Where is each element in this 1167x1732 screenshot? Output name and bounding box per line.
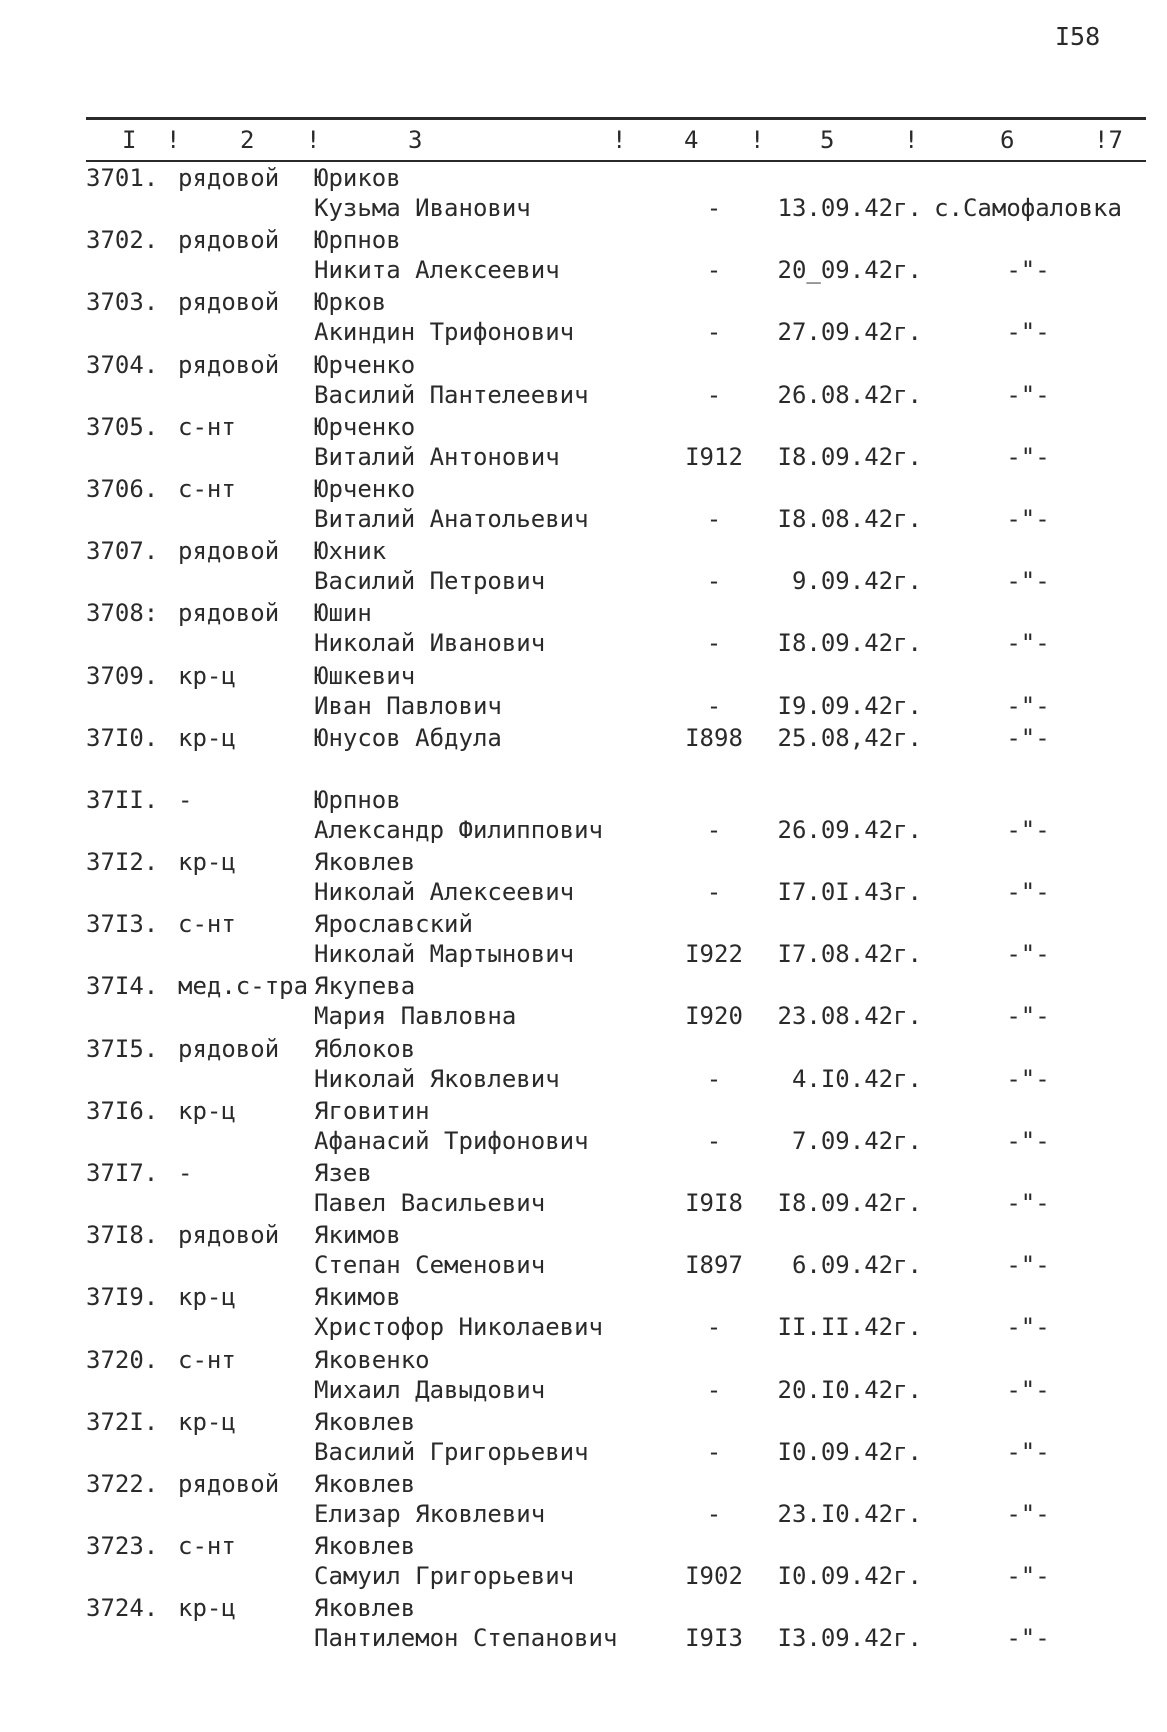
burial-place: -"- bbox=[1006, 567, 1050, 596]
surname: Яковенко bbox=[314, 1345, 430, 1374]
birth-year: - bbox=[706, 567, 722, 596]
date-of-death: I0.09.42г. bbox=[777, 1437, 922, 1466]
given-name-patronymic: Николай Иванович bbox=[314, 629, 546, 658]
given-name-patronymic: Елизар Яковлевич bbox=[314, 1499, 546, 1528]
date-of-death: I9.09.42г. bbox=[777, 691, 922, 720]
birth-year: - bbox=[706, 504, 722, 533]
rank: - bbox=[178, 1159, 193, 1187]
birth-year: - bbox=[706, 1313, 722, 1342]
rank: рядовой bbox=[178, 537, 280, 566]
date-of-death: 7.09.42г. bbox=[791, 1126, 922, 1155]
given-name-patronymic: Василий Григорьевич bbox=[314, 1437, 589, 1466]
given-name-patronymic: Афанасий Трифонович bbox=[314, 1126, 589, 1155]
given-name-patronymic: Христофор Николаевич bbox=[314, 1313, 603, 1342]
birth-year: - bbox=[706, 318, 722, 347]
burial-place: -"- bbox=[1006, 1437, 1050, 1466]
header-rule-top bbox=[86, 117, 1146, 120]
birth-year: - bbox=[706, 878, 722, 907]
date-of-death: I7.08.42г. bbox=[777, 940, 922, 969]
record-number: 3720. bbox=[86, 1345, 159, 1374]
surname: Юхник bbox=[314, 537, 387, 566]
birth-year: - bbox=[706, 194, 722, 222]
surname: Яковлев bbox=[314, 1532, 416, 1561]
birth-year: I897 bbox=[685, 1251, 743, 1280]
date-of-death: 20_09.42г. bbox=[777, 256, 922, 285]
burial-place: -"- bbox=[1006, 1251, 1050, 1280]
birth-year: I9I8 bbox=[685, 1189, 743, 1217]
given-name-patronymic: Кузьма Иванович bbox=[314, 194, 531, 222]
table-row bbox=[0, 1220, 1167, 1282]
burial-place: -"- bbox=[1006, 723, 1050, 752]
date-of-death: I0.09.42г. bbox=[777, 1562, 922, 1591]
table-row bbox=[0, 723, 1167, 785]
table-row bbox=[0, 1593, 1167, 1655]
rank: рядовой bbox=[178, 288, 280, 317]
date-of-death: 9.09.42г. bbox=[791, 567, 922, 596]
birth-year: - bbox=[706, 1437, 722, 1466]
given-name-patronymic: Пантилемон Степанович bbox=[314, 1624, 618, 1653]
date-of-death: I3.09.42г. bbox=[777, 1624, 922, 1653]
record-number: 3707. bbox=[86, 537, 159, 566]
rank: кр-ц bbox=[178, 1407, 236, 1436]
birth-year: - bbox=[706, 1126, 722, 1155]
birth-year: I9I3 bbox=[685, 1624, 743, 1653]
date-of-death: 23.08.42г. bbox=[777, 1002, 922, 1031]
surname: Юшкевич bbox=[314, 661, 416, 690]
table-row bbox=[0, 971, 1167, 1033]
header-col-4: 4 bbox=[684, 126, 699, 154]
surname: Яковлев bbox=[314, 1594, 416, 1623]
rank: рядовой bbox=[178, 226, 280, 255]
table-row bbox=[0, 1345, 1167, 1407]
burial-place: -"- bbox=[1006, 878, 1050, 907]
given-name-patronymic: Мария Павловна bbox=[314, 1002, 517, 1031]
date-of-death: 23.I0.42г. bbox=[777, 1499, 922, 1528]
surname: Яковлев bbox=[314, 1469, 416, 1498]
table-row bbox=[0, 1282, 1167, 1344]
date-of-death: 26.09.42г. bbox=[777, 815, 922, 844]
rank: рядовой bbox=[178, 599, 280, 628]
burial-place: -"- bbox=[1006, 1499, 1050, 1528]
record-number: 3701. bbox=[86, 164, 159, 192]
given-name-patronymic: Василий Пантелеевич bbox=[314, 380, 589, 409]
date-of-death: 6.09.42г. bbox=[791, 1251, 922, 1280]
header-col-6: 6 bbox=[1000, 126, 1015, 154]
table-row bbox=[0, 909, 1167, 971]
burial-place: -"- bbox=[1006, 1562, 1050, 1591]
table-body bbox=[0, 163, 1167, 1656]
table-row bbox=[0, 785, 1167, 847]
surname: Юриков bbox=[314, 164, 401, 192]
surname: Яговитин bbox=[314, 1096, 430, 1125]
record-number: 3704. bbox=[86, 350, 159, 379]
birth-year: - bbox=[706, 1375, 722, 1404]
page-number: I58 bbox=[1055, 22, 1101, 51]
record-number: 37I6. bbox=[86, 1096, 159, 1125]
birth-year: - bbox=[706, 1064, 722, 1093]
surname: Якупева bbox=[314, 972, 416, 1001]
birth-year: I902 bbox=[685, 1562, 743, 1591]
given-name-patronymic: Самуил Григорьевич bbox=[314, 1562, 575, 1591]
given-name-patronymic: Никита Алексеевич bbox=[314, 256, 560, 285]
table-row bbox=[0, 598, 1167, 660]
birth-year: - bbox=[706, 380, 722, 409]
given-name-patronymic: Николай Яковлевич bbox=[314, 1064, 560, 1093]
record-number: 3709. bbox=[86, 661, 159, 690]
header-separator: ! bbox=[750, 126, 765, 154]
surname: Юрченко bbox=[314, 412, 416, 441]
header-col-1: I bbox=[122, 126, 137, 154]
table-row bbox=[0, 1407, 1167, 1469]
surname: Яблоков bbox=[314, 1034, 416, 1063]
rank: с-нт bbox=[178, 1345, 236, 1374]
rank: рядовой bbox=[178, 350, 280, 379]
rank: мед.с-тра bbox=[178, 972, 309, 1001]
table-row bbox=[0, 661, 1167, 723]
birth-year: I920 bbox=[685, 1002, 743, 1031]
date-of-death: II.II.42г. bbox=[777, 1313, 922, 1342]
header-col-2: 2 bbox=[240, 126, 255, 154]
given-name-patronymic: Виталий Анатольевич bbox=[314, 504, 589, 533]
record-number: 3702. bbox=[86, 226, 159, 255]
rank: с-нт bbox=[178, 1532, 236, 1561]
burial-place: -"- bbox=[1006, 815, 1050, 844]
rank: кр-ц bbox=[178, 848, 236, 877]
record-number: 37I5. bbox=[86, 1034, 159, 1063]
surname: Яковлев bbox=[314, 848, 416, 877]
burial-place: -"- bbox=[1006, 1189, 1050, 1217]
birth-year: I922 bbox=[685, 940, 743, 969]
burial-place: -"- bbox=[1006, 1064, 1050, 1093]
date-of-death: 25.08,42г. bbox=[777, 723, 922, 752]
given-name-patronymic: Иван Павлович bbox=[314, 691, 502, 720]
table-row bbox=[0, 1034, 1167, 1096]
surname: Юрпнов bbox=[314, 785, 401, 814]
header-rule-bottom bbox=[86, 160, 1146, 162]
table-row bbox=[0, 287, 1167, 349]
table-row bbox=[0, 350, 1167, 412]
header-separator: ! bbox=[306, 126, 321, 154]
record-number: 37I2. bbox=[86, 848, 159, 877]
record-number: 37I4. bbox=[86, 972, 159, 1001]
birth-year: I898 bbox=[685, 723, 743, 752]
surname: Яковлев bbox=[314, 1407, 416, 1436]
record-number: 37II. bbox=[86, 785, 159, 814]
record-number: 37I0. bbox=[86, 723, 159, 752]
rank: рядовой bbox=[178, 1034, 280, 1063]
burial-place: -"- bbox=[1006, 1624, 1050, 1653]
table-row bbox=[0, 1158, 1167, 1220]
date-of-death: 20.I0.42г. bbox=[777, 1375, 922, 1404]
date-of-death: I7.0I.43г. bbox=[777, 878, 922, 907]
given-name-patronymic: Михаил Давыдович bbox=[314, 1375, 546, 1404]
burial-place: -"- bbox=[1006, 691, 1050, 720]
table-row bbox=[0, 1096, 1167, 1158]
surname: Юрков bbox=[314, 288, 387, 317]
rank: - bbox=[178, 785, 193, 814]
given-name-patronymic: Степан Семенович bbox=[314, 1251, 546, 1280]
birth-year: I912 bbox=[685, 442, 743, 471]
surname: Юрченко bbox=[314, 350, 416, 379]
given-name-patronymic: Василий Петрович bbox=[314, 567, 546, 596]
rank: кр-ц bbox=[178, 1594, 236, 1623]
date-of-death: 27.09.42г. bbox=[777, 318, 922, 347]
rank: с-нт bbox=[178, 910, 236, 939]
record-number: 3703. bbox=[86, 288, 159, 317]
burial-place: -"- bbox=[1006, 1313, 1050, 1342]
rank: кр-ц bbox=[178, 661, 236, 690]
record-number: 37I7. bbox=[86, 1159, 159, 1187]
date-of-death: 4.I0.42г. bbox=[791, 1064, 922, 1093]
record-number: 3706. bbox=[86, 474, 159, 503]
table-row bbox=[0, 163, 1167, 225]
header-separator: ! bbox=[612, 126, 627, 154]
rank: с-нт bbox=[178, 412, 236, 441]
date-of-death: I8.08.42г. bbox=[777, 504, 922, 533]
surname: Юрченко bbox=[314, 474, 416, 503]
table-header bbox=[0, 126, 1167, 156]
surname: Язев bbox=[314, 1159, 372, 1187]
record-number: 3723. bbox=[86, 1532, 159, 1561]
rank: рядовой bbox=[178, 1469, 280, 1498]
date-of-death: 26.08.42г. bbox=[777, 380, 922, 409]
table-row bbox=[0, 225, 1167, 287]
table-row bbox=[0, 1469, 1167, 1531]
given-name-patronymic: Виталий Антонович bbox=[314, 442, 560, 471]
date-of-death: 13.09.42г. bbox=[777, 194, 922, 222]
burial-place: -"- bbox=[1006, 504, 1050, 533]
birth-year: - bbox=[706, 691, 722, 720]
rank: кр-ц bbox=[178, 1283, 236, 1312]
record-number: 37I8. bbox=[86, 1221, 159, 1250]
burial-place: -"- bbox=[1006, 380, 1050, 409]
header-separator: ! bbox=[904, 126, 919, 154]
burial-place: -"- bbox=[1006, 1375, 1050, 1404]
burial-place: -"- bbox=[1006, 940, 1050, 969]
table-row bbox=[0, 847, 1167, 909]
table-row bbox=[0, 412, 1167, 474]
record-number: 37I3. bbox=[86, 910, 159, 939]
record-number: 372I. bbox=[86, 1407, 159, 1436]
record-number: 37I9. bbox=[86, 1283, 159, 1312]
record-number: 3708: bbox=[86, 599, 159, 628]
rank: с-нт bbox=[178, 474, 236, 503]
birth-year: - bbox=[706, 1499, 722, 1528]
burial-place: -"- bbox=[1006, 1002, 1050, 1031]
header-col-5: 5 bbox=[820, 126, 835, 154]
given-name-patronymic: Павел Васильевич bbox=[314, 1189, 546, 1217]
given-name-patronymic: Николай Мартынович bbox=[314, 940, 575, 969]
burial-place: -"- bbox=[1006, 442, 1050, 471]
surname: Ярославский bbox=[314, 910, 473, 939]
date-of-death: I8.09.42г. bbox=[777, 442, 922, 471]
burial-place: -"- bbox=[1006, 1126, 1050, 1155]
rank: кр-ц bbox=[178, 1096, 236, 1125]
record-number: 3722. bbox=[86, 1469, 159, 1498]
date-of-death: I8.09.42г. bbox=[777, 629, 922, 658]
given-name-patronymic: Александр Филиппович bbox=[314, 815, 603, 844]
record-number: 3705. bbox=[86, 412, 159, 441]
surname: Юрпнов bbox=[314, 226, 401, 255]
burial-place: -"- bbox=[1006, 256, 1050, 285]
burial-place: -"- bbox=[1006, 629, 1050, 658]
surname: Юшин bbox=[314, 599, 372, 628]
birth-year: - bbox=[706, 815, 722, 844]
header-col-7: !7 bbox=[1094, 126, 1123, 154]
table-row bbox=[0, 1531, 1167, 1593]
table-row bbox=[0, 474, 1167, 536]
burial-place: -"- bbox=[1006, 318, 1050, 347]
surname: Якимов bbox=[314, 1221, 401, 1250]
surname: Якимов bbox=[314, 1283, 401, 1312]
table-row bbox=[0, 536, 1167, 598]
burial-place: с.Самофаловка bbox=[934, 194, 1122, 222]
rank: рядовой bbox=[178, 1221, 280, 1250]
birth-year: - bbox=[706, 256, 722, 285]
birth-year: - bbox=[706, 629, 722, 658]
rank: кр-ц bbox=[178, 723, 236, 752]
given-name-patronymic: Акиндин Трифонович bbox=[314, 318, 575, 347]
header-col-3: 3 bbox=[408, 126, 423, 154]
record-number: 3724. bbox=[86, 1594, 159, 1623]
rank: рядовой bbox=[178, 164, 280, 192]
given-name-patronymic: Николай Алексеевич bbox=[314, 878, 575, 907]
header-separator: ! bbox=[166, 126, 181, 154]
date-of-death: I8.09.42г. bbox=[777, 1189, 922, 1217]
surname: Юнусов Абдула bbox=[314, 723, 502, 752]
